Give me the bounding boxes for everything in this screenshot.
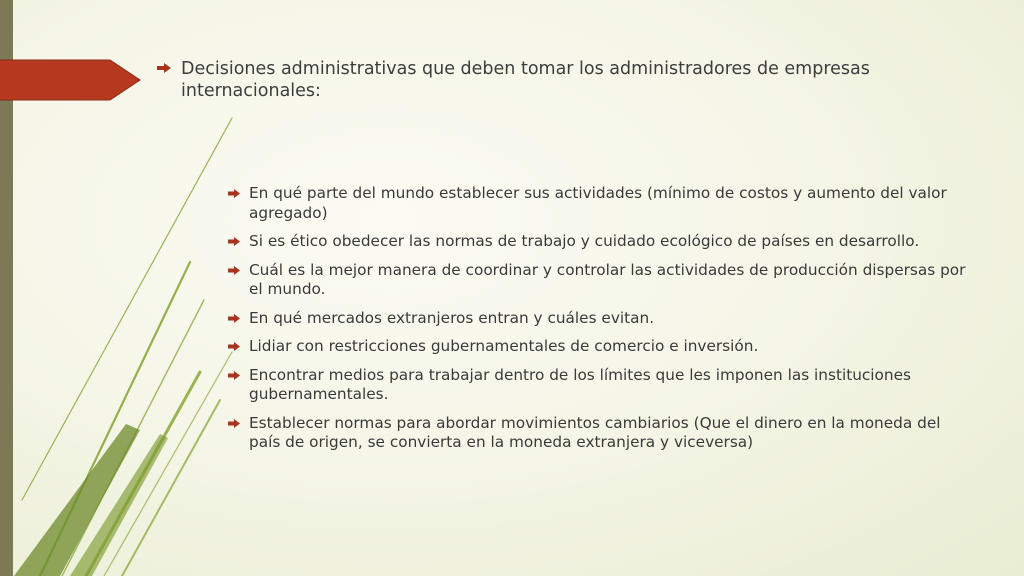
arrow-bullet-icon: [228, 266, 240, 275]
bullet-text: Establecer normas para abordar movimientos cambiarios (Que el dinero en la moneda del país de origen, se convierta en la moneda extranjera y viceversa): [249, 413, 941, 451]
bullet-text: En qué mercados extranjeros entran y cuáles evitan.: [249, 308, 655, 327]
list-item: [228, 184, 968, 223]
arrow-bullet-icon: [228, 419, 240, 428]
arrow-bullet-icon: [157, 63, 171, 73]
list-item: [228, 337, 968, 357]
bullet-list: [228, 184, 968, 462]
slide-title: [157, 58, 947, 102]
arrow-bullet-icon: [228, 342, 240, 351]
bullet-text: Cuál es la mejor manera de coordinar y controlar las actividades de producción dispersas por el mundo.: [249, 260, 966, 298]
list-item: [228, 261, 968, 300]
bullet-text: En qué parte del mundo establecer sus actividades (mínimo de costos y aumento del valor agregado): [249, 184, 947, 222]
bullet-text: Encontrar medios para trabajar dentro de los límites que les imponen las instituciones gubernamentales.: [249, 365, 911, 403]
arrow-bullet-icon: [228, 189, 240, 198]
list-item: [228, 309, 968, 329]
bullet-text: Lidiar con restricciones gubernamentales de comercio e inversión.: [249, 337, 759, 355]
arrow-bullet-icon: [228, 371, 240, 380]
bullet-text: Si es ético obedecer las normas de trabajo y cuidado ecológico de países en desarrollo.: [249, 232, 920, 250]
list-item: [228, 414, 968, 453]
list-item: [228, 232, 968, 252]
arrow-bullet-icon: [228, 314, 240, 323]
title-text: Decisiones administrativas que deben tomar los administradores de empresas internacionales:: [181, 59, 870, 101]
list-item: [228, 366, 968, 405]
arrow-bullet-icon: [228, 237, 240, 246]
